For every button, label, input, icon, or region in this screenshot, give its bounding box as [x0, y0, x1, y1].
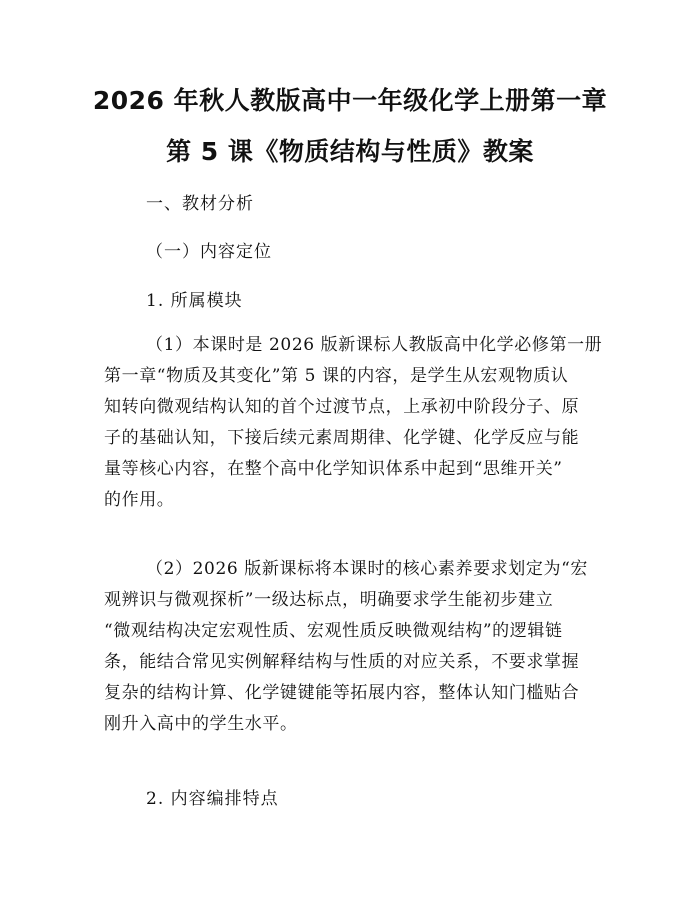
paragraph-1 [104, 330, 604, 516]
paragraph-2-line: （2）2026 版新课标将本课时的核心素养要求划定为“宏 [146, 559, 588, 579]
paragraph-2-line: 观辨识与微观探析”一级达标点，明确要求学生能初步建立 [104, 590, 554, 610]
item-heading-layout-features: 2. 内容编排特点 [146, 789, 279, 809]
section-heading-teaching-material-analysis: 一、教材分析 [146, 194, 254, 214]
paragraph-1-line: （1）本课时是 2026 版新课标人教版高中化学必修第一册 [146, 335, 603, 355]
paragraph-1-line: 的作用。 [104, 490, 175, 510]
paragraph-2 [104, 554, 604, 740]
paragraph-2-line: 复杂的结构计算、化学键键能等拓展内容，整体认知门槛贴合 [104, 683, 580, 703]
document-title-line-1: 2026 年秋人教版高中一年级化学上册第一章 [92, 86, 608, 115]
paragraph-2-line: 刚升入高中的学生水平。 [104, 714, 298, 734]
paragraph-1-line: 第一章“物质及其变化”第 5 课的内容，是学生从宏观物质认 [104, 366, 569, 386]
item-heading-module: 1. 所属模块 [146, 291, 243, 311]
paragraph-2-line: “微观结构决定宏观性质、宏观性质反映微观结构”的逻辑链 [104, 621, 563, 641]
subsection-heading-content-positioning: （一）内容定位 [146, 242, 272, 262]
paragraph-1-line: 子的基础认知，下接后续元素周期律、化学键、化学反应与能 [104, 428, 580, 448]
paragraph-1-line: 量等核心内容，在整个高中化学知识体系中起到“思维开关” [104, 459, 563, 479]
paragraph-1-line: 知转向微观结构认知的首个过渡节点，上承初中阶段分子、原 [104, 397, 580, 417]
paragraph-2-line: 条，能结合常见实例解释结构与性质的对应关系，不要求掌握 [104, 652, 580, 672]
document-title-line-2: 第 5 课《物质结构与性质》教案 [166, 137, 534, 166]
